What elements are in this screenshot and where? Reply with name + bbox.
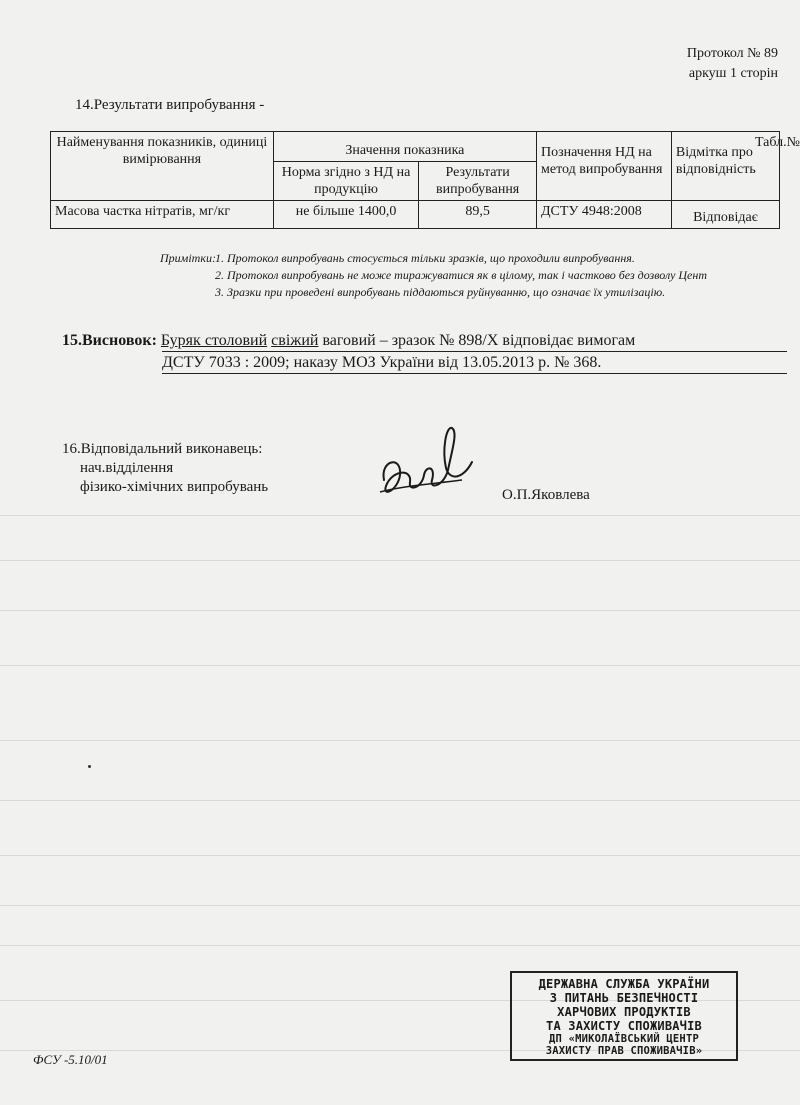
- conclusion-product: Буряк столовий: [160, 332, 268, 349]
- cell-method: ДСТУ 4948:2008: [537, 201, 672, 229]
- conclusion-text-1: ваговий – зразок № 898/Х відповідає вимогам: [322, 332, 636, 349]
- section-15-conclusion: [62, 330, 762, 374]
- speck: [88, 765, 91, 768]
- note-item: 2. Протокол випробувань не може тиражуватися як в цілому, так і частково без дозволу Цент: [215, 268, 708, 282]
- conclusion-text-2: ДСТУ 7033 : 2009; наказу МОЗ України від 13.05.2013 р. № 368.: [162, 354, 602, 371]
- cell-compliance: Відповідає: [671, 201, 779, 229]
- header-method: Позначення НД на метод випробування: [537, 132, 672, 201]
- executor-dept-1: нач.відділення: [80, 460, 174, 476]
- table-row: [51, 201, 780, 229]
- handwritten-signature: [372, 420, 482, 510]
- executor-title: 16.Відповідальний виконавець:: [62, 441, 263, 457]
- section-14-title: 14.Результати випробування -: [75, 97, 265, 113]
- cell-result: 89,5: [419, 201, 537, 229]
- cell-norm: не більше 1400,0: [273, 201, 418, 229]
- conclusion-fresh: свіжий: [271, 332, 319, 349]
- protocol-header: [687, 44, 778, 84]
- section-16-executor: [62, 440, 268, 497]
- stamp-line: ХАРЧОВИХ ПРОДУКТІВ: [557, 1005, 691, 1019]
- official-stamp: [510, 971, 738, 1061]
- form-code: ФСУ -5.10/01: [33, 1052, 108, 1067]
- stamp-line: ДП «МИКОЛАЇВСЬКИЙ ЦЕНТР: [549, 1033, 699, 1045]
- stamp-line: ТА ЗАХИСТУ СПОЖИВАЧІВ: [546, 1019, 702, 1033]
- underline-2: [162, 373, 787, 374]
- header-results: Результати випробування: [419, 162, 537, 201]
- note-item: 1. Протокол випробувань стосується тільки зразків, що проходили випробування.: [215, 251, 635, 265]
- signer-name: О.П.Яковлева: [502, 487, 590, 503]
- header-compliance: Відмітка про відповідність: [671, 132, 779, 201]
- header-name: Найменування показників, одиниці вимірювання: [51, 132, 274, 201]
- table-label: Табл.№: [754, 135, 800, 150]
- notes-list: [215, 250, 775, 301]
- stamp-line: ЗАХИСТУ ПРАВ СПОЖИВАЧІВ»: [545, 1045, 703, 1057]
- results-table: [50, 131, 780, 229]
- sheet-info: аркуш 1 сторін: [688, 66, 778, 81]
- stamp-line: З ПИТАНЬ БЕЗПЕЧНОСТІ: [549, 991, 699, 1005]
- header-value-group: Значення показника: [273, 132, 536, 162]
- note-item: 3. Зразки при проведені випробувань піддаються руйнуванню, що означає їх утилізацію.: [215, 285, 666, 299]
- underline-1: [162, 351, 787, 352]
- notes-title: Примітки:: [160, 251, 216, 265]
- conclusion-label: 15.Висновок:: [62, 332, 157, 349]
- stamp-line: ДЕРЖАВНА СЛУЖБА УКРАЇНИ: [538, 977, 710, 991]
- cell-name: Масова частка нітратів, мг/кг: [51, 201, 274, 229]
- protocol-number: Протокол № 89: [686, 46, 778, 61]
- executor-dept-2: фізико-хімічних випробувань: [80, 479, 269, 495]
- header-norm: Норма згідно з НД на продукцію: [273, 162, 418, 201]
